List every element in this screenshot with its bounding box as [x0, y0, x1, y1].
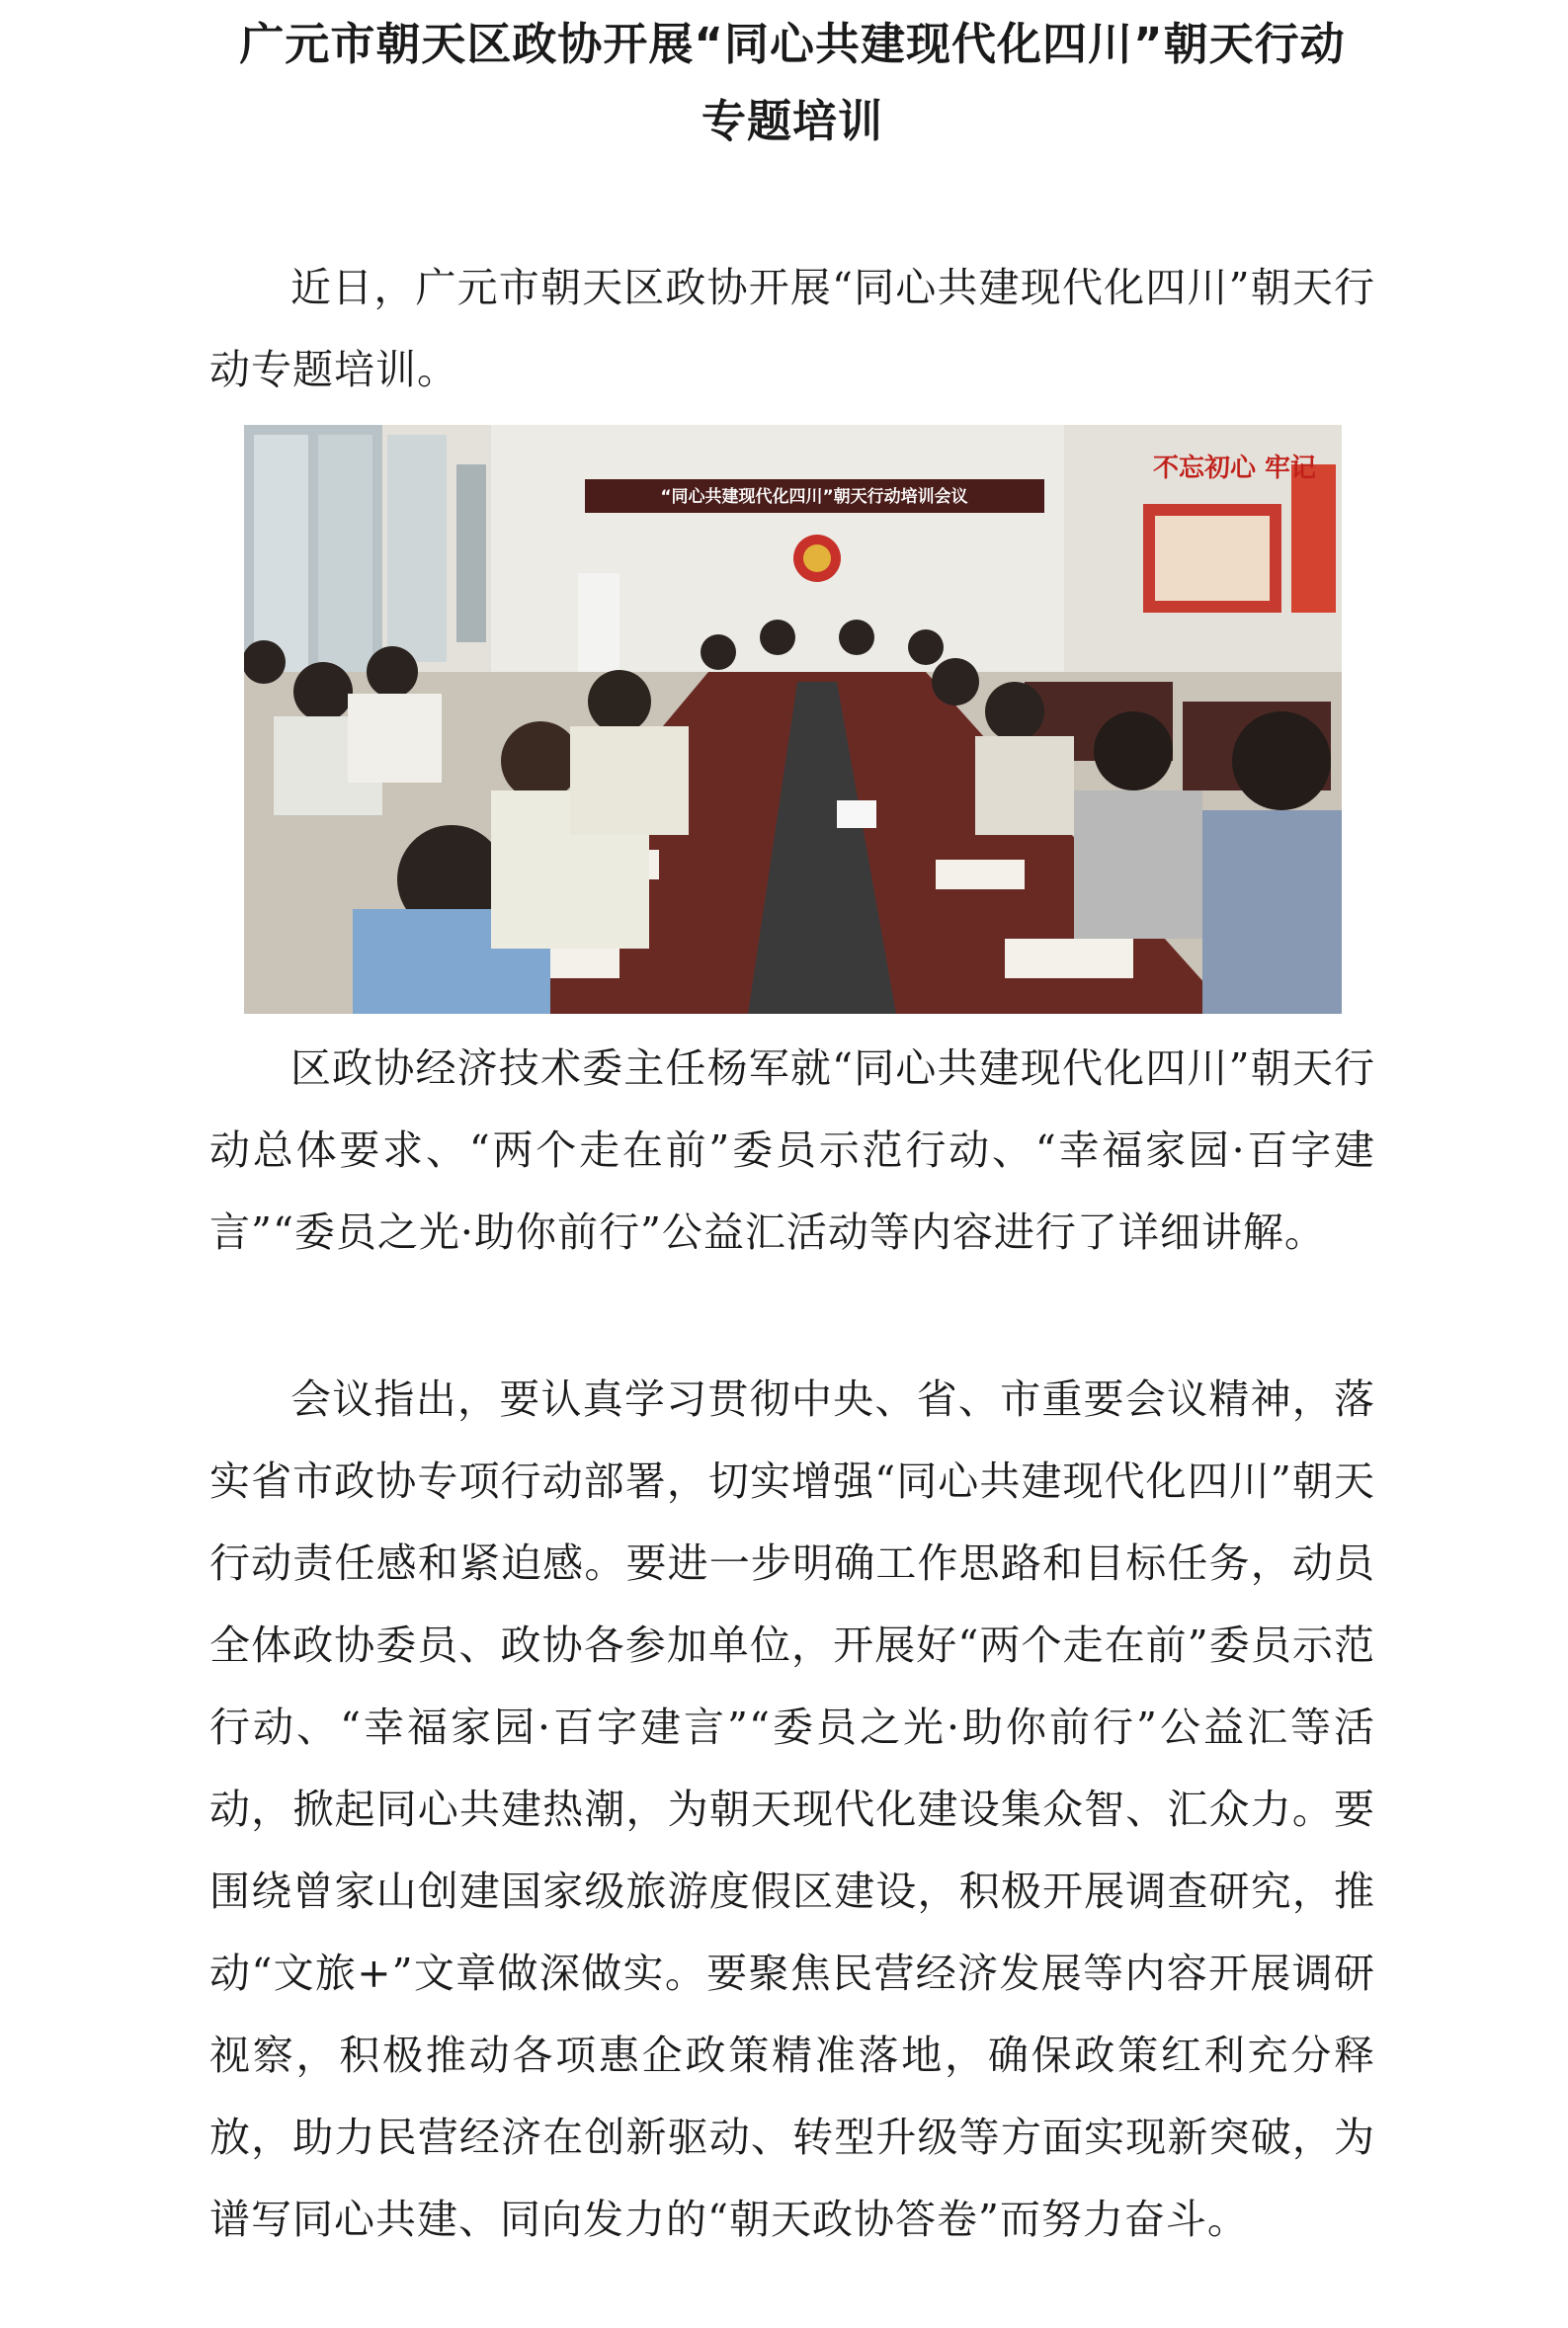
title-line-2: 专题培训 — [701, 95, 883, 147]
banner-text: “同心共建现代化四川”朝天行动培训会议 — [660, 487, 968, 507]
paragraph-intro: 近日，广元市朝天区政协开展“同心共建现代化四川”朝天行动专题培训。 — [209, 264, 1375, 393]
article-title — [209, 0, 1375, 160]
article — [209, 0, 1375, 2243]
paragraph-meeting-points: 会议指出，要认真学习贯彻中央、省、市重要会议精神，落实省市政协专项行动部署，切实增强“同心共建现代化四川”朝天行动责任感和紧迫感。要进一步明确工作思路和目标任务，动员全体政协委员、政协各参加单位，开展好“两个走在前”委员示范行动、“幸福家园·百字建言”“委员之光·助你前行”公益汇等活动，掀起同心共建热潮，为朝天现代化建设集众智、汇众力。要围绕曾家山创建国家级旅游度假区建设，积极开展调查研究，推动“文旅+”文章做深做实。要聚焦民营经济发展等内容开展调研视察，积极推动各项惠企政策精准落地，确保政策红利充分释放，助力民营经济在创新驱动、转型升级等方面实现新突破，为谱写同心共建、同向发力的“朝天政协答卷”而努力奋斗。 — [209, 1375, 1375, 2243]
meeting-photo — [244, 425, 1342, 1014]
title-line-1: 广元市朝天区政协开展“同心共建现代化四川”朝天行动 — [239, 18, 1346, 70]
paragraph-briefing: 区政协经济技术委主任杨军就“同心共建现代化四川”朝天行动总体要求、“两个走在前”委员示范行动、“幸福家园·百字建言”“委员之光·助你前行”公益汇活动等内容进行了详细讲解。 — [209, 1044, 1375, 1256]
wall-slogan: 不忘初心 牢记 — [1153, 454, 1317, 483]
